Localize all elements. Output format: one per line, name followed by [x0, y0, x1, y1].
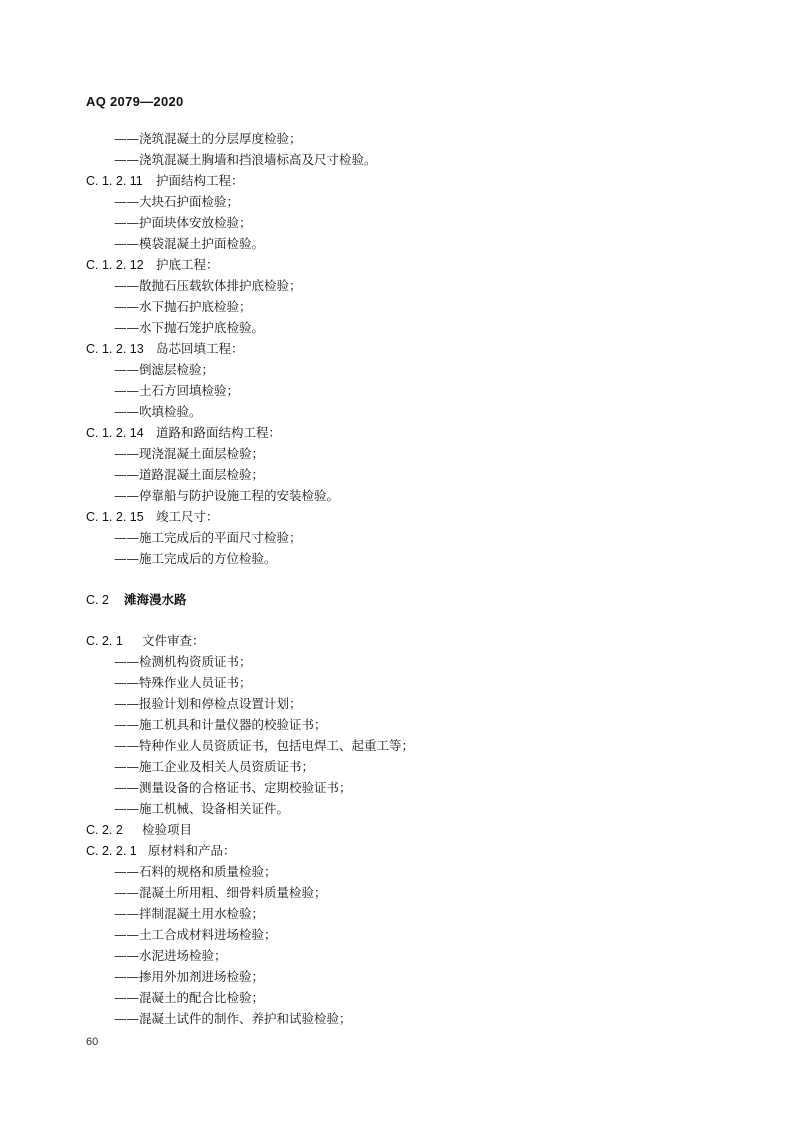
list-item: ——水泥进场检验； [114, 948, 227, 963]
list-item: ——土工合成材料进场检验； [114, 927, 277, 942]
list-item: ——特殊作业人员证书； [114, 675, 252, 690]
clause-c22 [86, 819, 726, 840]
list-item: ——散抛石压载软体排护底检验； [114, 278, 302, 293]
clause-number: C. 2. 2. 1 [86, 844, 137, 858]
list-item: ——浇筑混凝土的分层厚度检验； [114, 131, 302, 146]
list-item: ——施工机具和计量仪器的校验证书； [114, 717, 327, 732]
list-item: ——施工企业及相关人员资质证书； [114, 759, 315, 774]
list-item: ——施工完成后的方位检验。 [114, 551, 277, 566]
clause-title: 检验项目 [142, 822, 193, 837]
list-item: ——大块石护面检验； [114, 194, 240, 209]
clause-number: C. 2. 1 [86, 634, 123, 648]
list-item: ——混凝土的配合比检验； [114, 990, 265, 1005]
clause-c1215 [86, 506, 726, 527]
clause-c1211 [86, 170, 726, 191]
list-item: ——施工机械、设备相关证件。 [114, 801, 290, 816]
section-number: C. 2 [86, 593, 109, 607]
section-title: 滩海漫水路 [124, 592, 187, 607]
clause-c1212 [86, 254, 726, 275]
list-item: ——施工完成后的平面尺寸检验； [114, 530, 302, 545]
list-item: ——模袋混凝土护面检验。 [114, 236, 265, 251]
document-body [86, 128, 726, 1029]
list-item: ——水下抛石护底检验； [114, 299, 252, 314]
list-item: ——倒滤层检验； [114, 362, 215, 377]
clause-number: C. 1. 2. 13 [86, 342, 144, 356]
clause-c221 [86, 840, 726, 861]
list-item: ——检测机构资质证书； [114, 654, 252, 669]
list-item: ——现浇混凝土面层检验； [114, 446, 265, 461]
page-number: 60 [86, 1036, 99, 1048]
clause-number: C. 1. 2. 11 [86, 174, 143, 188]
list-item: ——石料的规格和质量检验； [114, 864, 277, 879]
list-item: ——混凝土所用粗、细骨料质量检验； [114, 885, 327, 900]
list-item: ——测量设备的合格证书、定期校验证书； [114, 780, 352, 795]
clause-title: 岛芯回填工程： [156, 341, 244, 356]
clause-title: 文件审查： [142, 633, 205, 648]
list-item: ——混凝土试件的制作、养护和试验检验； [114, 1011, 352, 1026]
clause-c1213 [86, 338, 726, 359]
clause-number: C. 1. 2. 12 [86, 258, 144, 272]
list-item: ——特种作业人员资质证书，包括电焊工、起重工等； [114, 738, 415, 753]
list-item: ——吹填检验。 [114, 404, 202, 419]
list-item: ——掺用外加剂进场检验； [114, 969, 265, 984]
clause-title: 道路和路面结构工程： [156, 425, 282, 440]
clause-number: C. 2. 2 [86, 823, 123, 837]
clause-number: C. 1. 2. 15 [86, 510, 144, 524]
clause-number: C. 1. 2. 14 [86, 426, 144, 440]
list-item: ——浇筑混凝土胸墙和挡浪墙标高及尺寸检验。 [114, 152, 377, 167]
clause-c21 [86, 630, 726, 651]
standard-code-header: AQ 2079—2020 [86, 94, 184, 109]
clause-title: 护面结构工程： [156, 173, 244, 188]
clause-title: 原材料和产品： [148, 843, 236, 858]
section-heading-c2 [86, 589, 726, 610]
list-item: ——土石方回填检验； [114, 383, 240, 398]
clause-title: 竣工尺寸： [156, 509, 219, 524]
list-item: ——道路混凝土面层检验； [114, 467, 265, 482]
list-item: ——报验计划和停检点设置计划； [114, 696, 302, 711]
list-item: ——水下抛石笼护底检验。 [114, 320, 265, 335]
list-item: ——拌制混凝土用水检验； [114, 906, 265, 921]
list-item: ——停靠船与防护设施工程的安装检验。 [114, 488, 340, 503]
list-item: ——护面块体安放检验； [114, 215, 252, 230]
clause-title: 护底工程： [156, 257, 219, 272]
clause-c1214 [86, 422, 726, 443]
